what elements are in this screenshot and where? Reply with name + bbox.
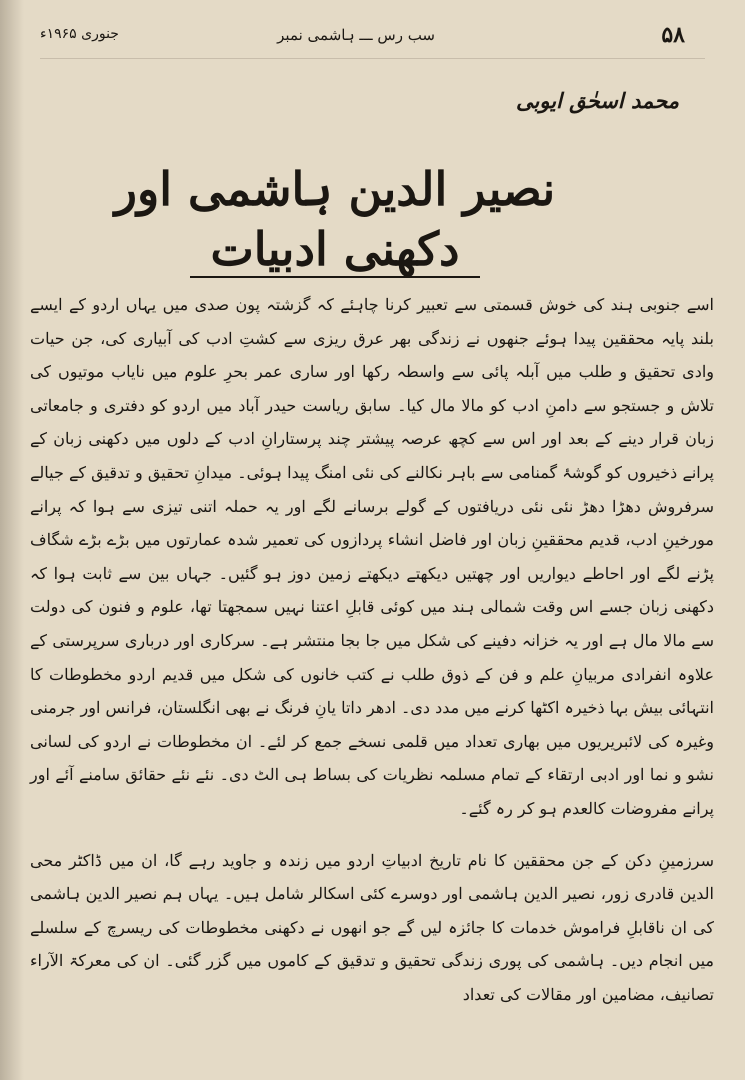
paragraph-1: اسے جنوبی ہند کی خوش قسمتی سے تعبیر کرنا چاہئے کہ گزشتہ پون صدی میں یہاں اردو کے ایسے بلند پایہ محققین پیدا ہوئے جنھوں نے زندگی بھر عرق ریزی سے کشتِ ادب کی آبیاری کی، جن حیات وادی تحقیق و طلب میں آبلہ پائی سے واسطہ رکھا اور ساری عمر بحرِ علوم میں نایاب موتیوں کی تلاش و جستجو سے دامنِ ادب کو مالا مال کیا۔ سابق ریاست حیدر آباد میں اردو کو دفتری و جامعاتی زبان قرار دینے کے بعد اور اس سے کچھ عرصہ پیشتر چند پرستارانِ ادب کے دلوں میں دکھنی زبان کے پرانے ذخیروں کو گوشۂ گمنامی سے باہر نکالنے کی نئی امنگ پیدا ہوئی۔ میدانِ تحقیق و تدقیق کے جیالے سرفروش دھڑا دھڑ نئی نئی دریافتوں کے گولے برسانے لگے اور یہ حملہ اتنی تیزی سے ہوا کہ پرانے مورخینِ ادب، قدیم محققینِ زبان اور فاضل انشاء پردازوں کی تعمیر شدہ عمارتوں میں بڑے بڑے شگاف پڑنے لگے اور احاطے دیواریں اور چھتیں دیکھتے دیکھتے زمین دوز ہو گئیں۔ جہاں بین سے ثابت ہوا کہ دکھنی زبان جسے اس وقت شمالی ہند میں کوئی قابلِ اعتنا نہیں سمجھتا تھا، علوم و فنون کی دولت سے مالا مال ہے اور یہ خزانہ دفینے کی شکل میں جا بجا منتشر ہے۔ سرکاری اور درباری سرپرستی کے علاوہ انفرادی مربیانِ علم و فن کے ذوق طلب نے کتب خانوں کی شکل میں قدیم اردو مخطوطات کا انتہائی بیش بہا ذخیرہ اکٹھا کرنے میں مدد دی۔ ادھر داتا یانِ فرنگ نے بھی انگلستان، فرانس اور جرمنی وغیرہ کی لائبریریوں میں بھاری تعداد میں قلمی نسخے جمع کر لئے۔ ان مخطوطات نے اردو کی لسانی نشو و نما اور ادبی ارتقاء کے تمام مسلمہ نظریات کی بساط ہی الٹ دی۔ نئے نئے حقائق سامنے آئے اور پرانے مفروضات کالعدم ہو کر رہ گئے۔: [30, 295, 714, 818]
binding-shadow: [0, 0, 24, 1080]
title-underline: [190, 276, 480, 278]
header-divider: [40, 58, 705, 59]
page-number: ۵۸: [661, 22, 685, 48]
journal-title: سب رس ـــ ہاشمی نمبر: [277, 26, 435, 44]
article-author: محمد اسحٰق ایوبی: [516, 88, 679, 113]
running-head: [40, 22, 685, 54]
article-title: نصیر الدین ہاشمی اور دکھنی ادبیات: [114, 162, 556, 276]
issue-date: جنوری ۱۹۶۵ء: [40, 26, 119, 42]
article-body: [30, 288, 714, 1011]
paragraph-2: سرزمینِ دکن کے جن محققین کا نام تاریخ ادبیاتِ اردو میں زندہ و جاوید رہے گا، ان میں ڈاکٹر محی الدین قادری زور، نصیر الدین ہاشمی اور دوسرے کئی اسکالر شامل ہیں۔ یہاں ہم نصیر الدین ہاشمی کی ان ناقابلِ فراموش خدمات کا جائزہ لیں گے جو انھوں نے دکھنی مخطوطات کی ریسرچ کے سلسلے میں انجام دیں۔ ہاشمی کی پوری زندگی تحقیق و تدقیق کے کاموں میں گزر گئی۔ ان کی معرکۃ الآراء تصانیف، مضامین اور مقالات کی تعداد: [30, 850, 715, 1004]
